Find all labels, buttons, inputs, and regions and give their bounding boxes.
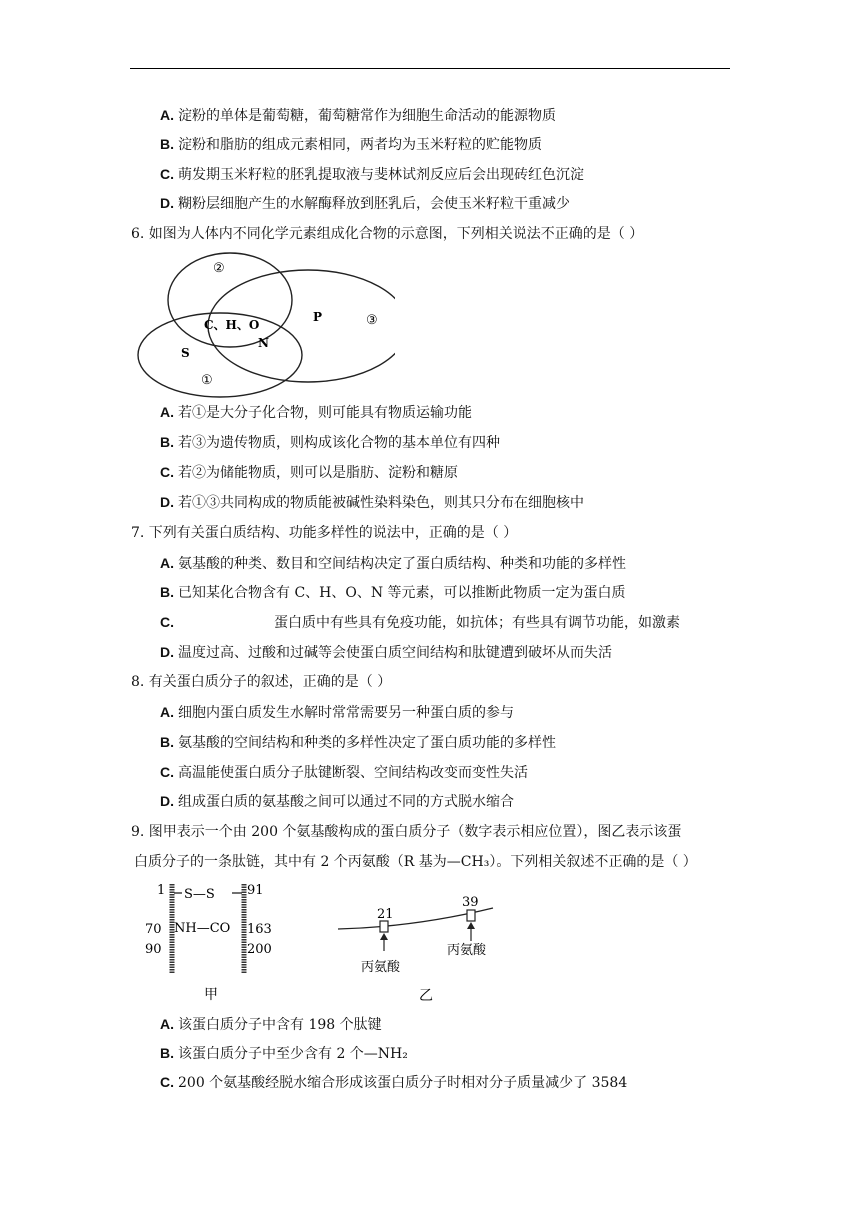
q6-option-d[interactable]: D. 若①③共同构成的物质能被碱性染料染色，则其只分布在细胞核中 — [160, 494, 584, 511]
q6-stem: 6. 如图为人体内不同化学元素组成化合物的示意图，下列相关说法不正确的是（ ） — [131, 226, 644, 242]
label-200: 200 — [247, 942, 272, 957]
q6-option-c[interactable]: C. 若②为储能物质，则可以是脂肪、淀粉和糖原 — [160, 464, 458, 481]
q9-option-c[interactable]: C. 200 个氨基酸经脱水缩合形成该蛋白质分子时相对分子质量减少了 3584 — [160, 1074, 628, 1091]
circle-two — [168, 253, 292, 347]
q9-stem-line2: 白质分子的一条肽链，其中有 2 个丙氨酸（R 基为—CH₃）。下列相关叙述不正确的是（ ） — [134, 854, 697, 870]
arrowhead-39 — [467, 922, 475, 929]
figure-yi — [335, 885, 510, 1005]
q8-option-a[interactable]: A. 细胞内蛋白质发生水解时常常需要另一种蛋白质的参与 — [160, 704, 514, 721]
q8-option-d[interactable]: D. 组成蛋白质的氨基酸之间可以通过不同的方式脱水缩合 — [160, 793, 514, 810]
label-circle-1: ① — [201, 373, 213, 388]
label-circle-3: ③ — [366, 313, 378, 328]
q7-option-a[interactable]: A. 氨基酸的种类、数目和空间结构决定了蛋白质结构、种类和功能的多样性 — [160, 555, 626, 572]
label-s: S — [181, 346, 190, 360]
label-163: 163 — [247, 922, 272, 937]
venn-diagram — [135, 250, 395, 400]
label-39: 39 — [462, 895, 479, 910]
q7-option-b[interactable]: B. 已知某化合物含有 C、H、O、N 等元素，可以推断此物质一定为蛋白质 — [160, 584, 626, 601]
label-alanine-1: 丙氨酸 — [361, 960, 401, 975]
q9-option-a[interactable]: A. 该蛋白质分子中含有 198 个肽键 — [160, 1016, 382, 1033]
q9-stem-line1: 9. 图甲表示一个由 200 个氨基酸构成的蛋白质分子（数字表示相应位置），图乙表示该蛋 — [131, 824, 682, 840]
caption-jia: 甲 — [204, 987, 218, 1003]
label-90: 90 — [145, 942, 162, 957]
q7-stem: 7. 下列有关蛋白质结构、功能多样性的说法中，正确的是（ ） — [131, 525, 518, 541]
alanine-box-21 — [380, 921, 388, 932]
label-p: P — [313, 310, 323, 324]
q6-option-b[interactable]: B. 若③为遗传物质，则构成该化合物的基本单位有四种 — [160, 434, 500, 451]
q5-option-d[interactable]: D. 糊粉层细胞产生的水解酶释放到胚乳后，会使玉米籽粒干重减少 — [160, 195, 570, 212]
q8-option-b[interactable]: B. 氨基酸的空间结构和种类的多样性决定了蛋白质功能的多样性 — [160, 734, 556, 751]
label-ss: S—S — [184, 887, 215, 902]
label-center: C、H、O — [204, 318, 260, 332]
arrowhead-21 — [380, 933, 388, 940]
label-91: 91 — [247, 883, 264, 898]
label-1: 1 — [157, 883, 166, 898]
q5-option-b[interactable]: B. 淀粉和脂肪的组成元素相同，两者均为玉米籽粒的贮能物质 — [160, 136, 542, 153]
q6-option-a[interactable]: A. 若①是大分子化合物，则可能具有物质运输功能 — [160, 404, 472, 421]
caption-yi: 乙 — [419, 988, 433, 1004]
label-circle-2: ② — [213, 261, 225, 276]
header-rule — [130, 68, 730, 69]
label-21: 21 — [377, 907, 394, 922]
q5-option-a[interactable]: A. 淀粉的单体是葡萄糖，葡萄糖常作为细胞生命活动的能源物质 — [160, 107, 556, 124]
figure-jia — [140, 878, 290, 1003]
q8-stem: 8. 有关蛋白质分子的叙述，正确的是（ ） — [131, 674, 392, 690]
label-alanine-2: 丙氨酸 — [447, 943, 487, 958]
label-n: N — [258, 336, 269, 350]
q9-option-b[interactable]: B. 该蛋白质分子中至少含有 2 个—NH₂ — [160, 1045, 408, 1062]
label-nhco: NH—CO — [174, 921, 231, 936]
q7-option-c[interactable]: C. 蛋白质中有些具有免疫功能，如抗体；有些具有调节功能，如激素 — [160, 614, 680, 631]
label-70: 70 — [145, 922, 162, 937]
alanine-box-39 — [467, 910, 475, 921]
q8-option-c[interactable]: C. 高温能使蛋白质分子肽键断裂、空间结构改变而变性失活 — [160, 764, 528, 781]
q7-option-d[interactable]: D. 温度过高、过酸和过碱等会使蛋白质空间结构和肽键遭到破坏从而失活 — [160, 644, 612, 661]
q5-option-c[interactable]: C. 萌发期玉米籽粒的胚乳提取液与斐林试剂反应后会出现砖红色沉淀 — [160, 166, 584, 183]
